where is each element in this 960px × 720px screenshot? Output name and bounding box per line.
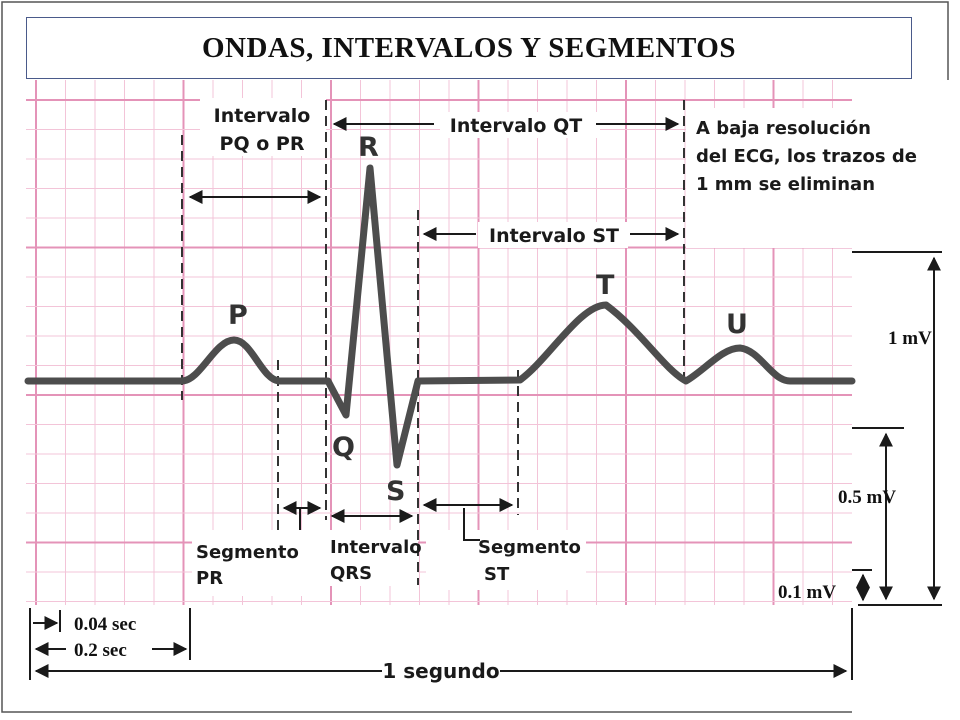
st-segment-label-line1: Segmento	[478, 537, 581, 558]
wave-r-label: R	[358, 132, 379, 163]
st-segment-label-line2: ST	[484, 564, 510, 585]
wave-u-label: U	[726, 309, 748, 340]
page-title: ONDAS, INTERVALOS Y SEGMENTOS	[201, 31, 736, 64]
wave-p-label: P	[228, 300, 248, 331]
qrs-interval-label-line2: QRS	[330, 563, 373, 584]
title-box	[26, 17, 912, 79]
wave-t-label: T	[596, 270, 615, 301]
time-02-label: 0.2 sec	[74, 640, 127, 661]
time-004-label: 0.04 sec	[74, 614, 137, 635]
pr-interval-label-line1: Intervalo	[213, 105, 311, 127]
pr-segment-label-line1: Segmento	[196, 542, 299, 563]
mv1-label: 1 mV	[888, 328, 932, 349]
wave-s-label: S	[386, 476, 406, 507]
qrs-interval-label-line1: Intervalo	[330, 537, 422, 558]
pr-segment-label-line2: PR	[196, 568, 224, 589]
note-line2: del ECG, los trazos de	[696, 146, 917, 167]
mv05-label: 0.5 mV	[838, 487, 897, 508]
note-line3: 1 mm se eliminan	[696, 174, 876, 195]
mv01-label: 0.1 mV	[778, 582, 837, 603]
note-line1: A baja resolución	[696, 118, 871, 139]
wave-q-label: Q	[332, 432, 355, 463]
qt-interval-label: Intervalo QT	[449, 115, 583, 137]
pr-interval-label-line2: PQ o PR	[219, 133, 305, 155]
st-interval-label: Intervalo ST	[489, 225, 619, 247]
time-1s-label: 1 segundo	[382, 659, 500, 683]
